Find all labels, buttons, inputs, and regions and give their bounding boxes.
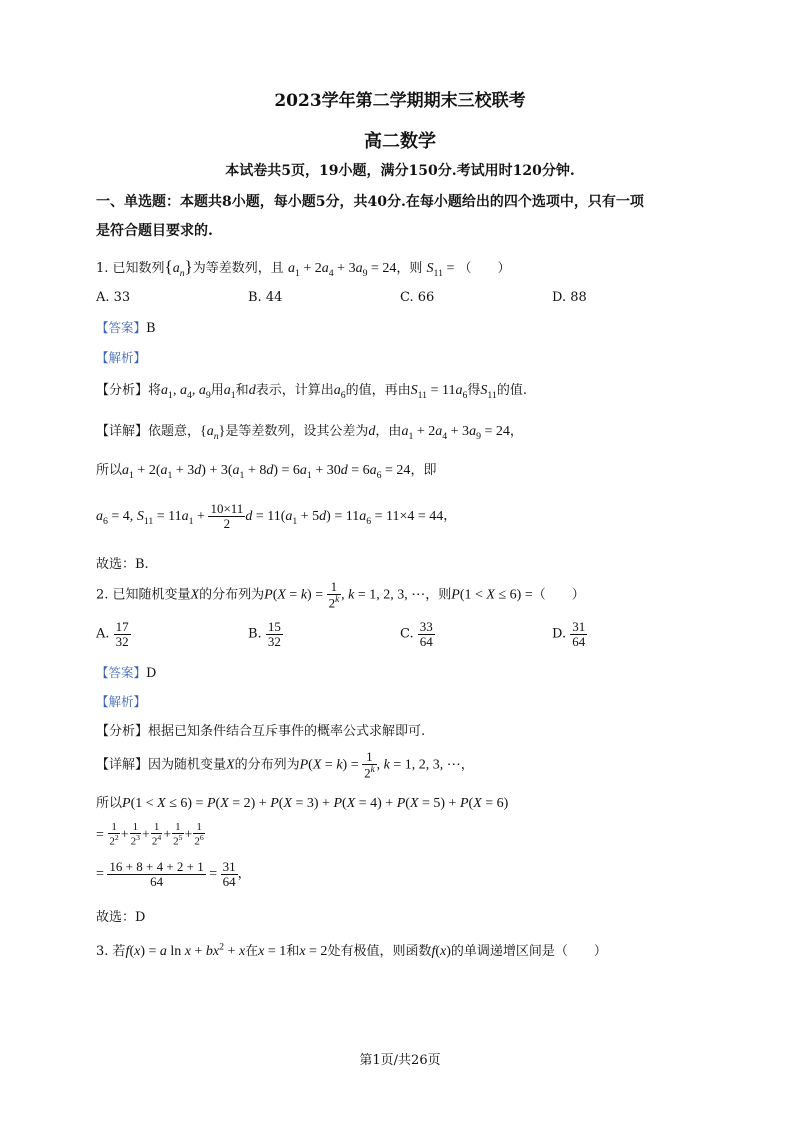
q2-option-b: B. $\frac{15}{32}$ bbox=[248, 619, 281, 649]
q2-conclusion: 故选：D bbox=[96, 910, 146, 925]
q1-answer: 【答案】B bbox=[96, 320, 156, 336]
q1-derivation-line2: $a_6 = 4$, $S_{11} = 11a_1$ + $\frac{10\times 11}{2}$ $d = 11(a_1 + 5d) = 11a_6 = 11\times 4 = 44$， bbox=[96, 501, 457, 531]
q2-option-a: A. $\frac{17}{32}$ bbox=[96, 619, 129, 649]
q2-derivation-line3: = $\frac{16 + 8 + 4 + 2 + 1}{64}$ = $\frac{31}{64}$ ， bbox=[96, 859, 251, 889]
q2-analysis-tag: 【解析】 bbox=[96, 694, 147, 709]
section-heading-line1: 一、单选题：本题共8小题，每小题5分，共40分.在每小题给出的四个选项中，只有一项 bbox=[96, 194, 644, 210]
q1-fenxi: 【分析】将$a_1$, $a_4$, $a_9$用$a_1$和d表示，计算出$a_6$的值，再由$S_{11} = 11a_6$得$S_{11}$的值. bbox=[96, 383, 527, 401]
q2-option-c: C. $\frac{33}{64}$ bbox=[400, 619, 433, 649]
q2-derivation-line1: 所以P(1 < X ≤ 6) = P(X = 2) + P(X = 3) + P(X = 4) + P(X = 5) + P(X = 6) bbox=[96, 796, 509, 811]
q2-xiangjie: 【详解】因为随机变量X的分布列为P(X = k) = $\frac{1}{2^k}$ , k = 1, 2, 3, ⋯， bbox=[96, 749, 474, 780]
q3-stem: 3. 若f(x) = a $\ln x + bx^2 + x$在x = 1和x = 2处有极值，则函数f(x)的单调递增区间是（ ） bbox=[96, 941, 607, 959]
q2-derivation-line2: = $\frac{1}{2^2}$ + $\frac{1}{2^3}$ + $\frac{1}{2^4}$ + $\frac{1}{2^5}$ + $\frac{1}{2^6}$ bbox=[96, 821, 204, 848]
q2-option-d: D. $\frac{31}{64}$ bbox=[552, 619, 586, 649]
q1-option-a: A. 33 bbox=[96, 290, 131, 305]
q1-condition-formula: $a_1 + 2a_4 + 3a_9 = 24$ bbox=[287, 261, 397, 279]
q2-answer: 【答案】D bbox=[96, 665, 157, 681]
q2-stem: 2. 已知随机变量X的分布列为P(X = k) = $\frac{1}{2^k}$ , k = 1, 2, 3, ⋯，则P(1 < X ≤ 6) =（ ） bbox=[96, 579, 585, 610]
q1-analysis-tag: 【解析】 bbox=[96, 350, 147, 365]
subject-title: 高二数学 bbox=[364, 131, 436, 152]
q1-derivation-line1: 所以$a_1 + 2(a_1 + 3d) + 3(a_1 + 8d) = 6a_1 + 30d = 6a_6 = 24$，即 bbox=[96, 463, 437, 481]
q1-xiangjie: 【详解】依题意，$\{a_n\}$是等差数列，设其公差为d，由$a_1 + 2a_4 + 3a_9 = 24$， bbox=[96, 424, 523, 442]
q1-option-b: B. 44 bbox=[248, 290, 283, 305]
q1-option-c: C. 66 bbox=[400, 290, 435, 305]
q2-fenxi: 【分析】根据已知条件结合互斥事件的概率公式求解即可. bbox=[96, 724, 426, 739]
page-footer: 第1页/共26页 bbox=[359, 1053, 441, 1068]
exam-title: 2023学年第二学期期末三校联考 bbox=[274, 91, 526, 111]
section-heading-line2: 是符合题目要求的. bbox=[96, 223, 213, 239]
q1-stem: 1. 已知数列$\{a_n\}$为等差数列，且 $a_1 + 2a_4 + 3a_9 = 24$，则 $S_{11}$ = （ ） bbox=[96, 257, 511, 279]
q1-conclusion: 故选：B. bbox=[96, 557, 149, 572]
exam-info: 本试卷共5页，19小题，满分150分.考试用时120分钟. bbox=[225, 163, 575, 179]
q1-option-d: D. 88 bbox=[552, 290, 587, 305]
